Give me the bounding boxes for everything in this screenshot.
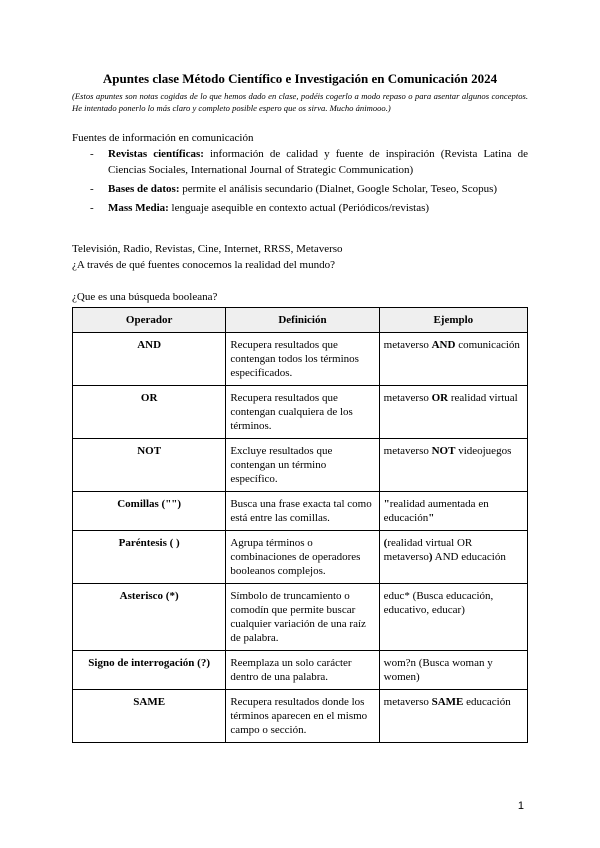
page-title: Apuntes clase Método Científico e Investigación en Comunicación 2024 (102, 71, 498, 86)
source-term: Revistas científicas: (108, 148, 204, 160)
example-text: realidad virtual OR metaverso (383, 537, 473, 563)
example-text: educ* (Busca educación, educativo, educar) (383, 590, 494, 616)
operator-cell: AND (73, 333, 226, 386)
subtitle-note: (Estos apuntes son notas cogidas de lo que hemos dado en clase, podéis cogerlo a modo repaso o para asentar algunos conceptos. He intentado ponerlo lo más claro y completo posible espero que os sirva. Mucho ánimooo.) (72, 91, 528, 113)
list-dash: - (90, 183, 94, 195)
source-term: Bases de datos: (108, 183, 180, 195)
example-text: metaverso (383, 696, 432, 708)
table-row (73, 492, 528, 531)
sources-list (72, 146, 528, 219)
example-text: realidad aumentada en educación (383, 498, 489, 524)
example-cell (379, 651, 527, 690)
definition-cell: Recupera resultados que contengan todos los términos especificados. (226, 333, 379, 386)
definition-cell: Recupera resultados donde los términos aparecen en el mismo campo o sección. (226, 690, 379, 743)
example-text: comunicación (455, 339, 520, 351)
list-item (72, 200, 528, 216)
example-keyword: SAME (431, 696, 464, 708)
example-cell (379, 439, 527, 492)
source-text: permite el análisis secundario (Dialnet, Google Scholar, Teseo, Scopus) (179, 183, 498, 195)
operator-cell: Signo de interrogación (?) (73, 651, 226, 690)
list-item (72, 181, 528, 197)
operator-cell: Asterisco (*) (73, 584, 226, 651)
example-cell (379, 531, 527, 584)
header-definicion: Definición (226, 308, 379, 333)
header-ejemplo: Ejemplo (379, 308, 527, 333)
example-keyword: ) (428, 551, 433, 563)
example-cell (379, 690, 527, 743)
example-text: AND educación (432, 551, 506, 563)
definition-cell: Reemplaza un solo carácter dentro de una palabra. (226, 651, 379, 690)
table-header-row (73, 308, 528, 333)
source-term: Mass Media: (108, 202, 169, 214)
question-line: ¿A través de qué fuentes conocemos la realidad del mundo? (72, 259, 335, 271)
example-text: metaverso (383, 445, 432, 457)
table-row (73, 690, 528, 743)
list-item (72, 146, 528, 178)
example-cell (379, 584, 527, 651)
example-keyword: NOT (431, 445, 456, 457)
table-body (73, 333, 528, 743)
table-row (73, 651, 528, 690)
table-row (73, 531, 528, 584)
operator-cell: Comillas ("") (73, 492, 226, 531)
list-dash: - (90, 202, 94, 214)
definition-cell: Símbolo de truncamiento o comodín que permite buscar cualquier variación de una raíz de palabra. (226, 584, 379, 651)
boolean-operators-table (72, 307, 528, 743)
boolean-search-question: ¿Que es una búsqueda booleana? (72, 291, 218, 303)
example-text: videojuegos (455, 445, 512, 457)
example-keyword: " (383, 498, 390, 510)
example-text: realidad virtual (448, 392, 518, 404)
example-cell (379, 386, 527, 439)
header-operador: Operador (73, 308, 226, 333)
example-text: educación (463, 696, 511, 708)
operator-cell: SAME (73, 690, 226, 743)
list-dash: - (90, 148, 94, 160)
operator-cell: NOT (73, 439, 226, 492)
definition-cell: Busca una frase exacta tal como está entre las comillas. (226, 492, 379, 531)
definition-cell: Agrupa términos o combinaciones de operadores booleanos complejos. (226, 531, 379, 584)
definition-cell: Excluye resultados que contengan un término específico. (226, 439, 379, 492)
table-row (73, 584, 528, 651)
source-text: información de calidad y fuente de inspiración (Revista Latina de Ciencias Sociales, International Journal of Strategic Communication) (108, 148, 529, 176)
example-keyword: ( (383, 537, 388, 549)
example-cell (379, 333, 527, 386)
example-cell (379, 492, 527, 531)
example-keyword: " (428, 512, 435, 524)
source-text: lenguaje asequible en contexto actual (Periódicos/revistas) (168, 202, 430, 214)
table-row (73, 439, 528, 492)
example-keyword: AND (431, 339, 456, 351)
example-text: wom?n (Busca woman y women) (383, 657, 493, 683)
table-row (73, 333, 528, 386)
example-text: metaverso (383, 339, 432, 351)
operator-cell: OR (73, 386, 226, 439)
example-text: metaverso (383, 392, 432, 404)
operator-cell: Paréntesis ( ) (73, 531, 226, 584)
media-list-line: Televisión, Radio, Revistas, Cine, Internet, RRSS, Metaverso (72, 243, 343, 255)
sources-heading: Fuentes de información en comunicación (72, 132, 254, 144)
table-row (73, 386, 528, 439)
definition-cell: Recupera resultados que contengan cualquiera de los términos. (226, 386, 379, 439)
page-number: 1 (517, 800, 524, 812)
example-keyword: OR (431, 392, 449, 404)
